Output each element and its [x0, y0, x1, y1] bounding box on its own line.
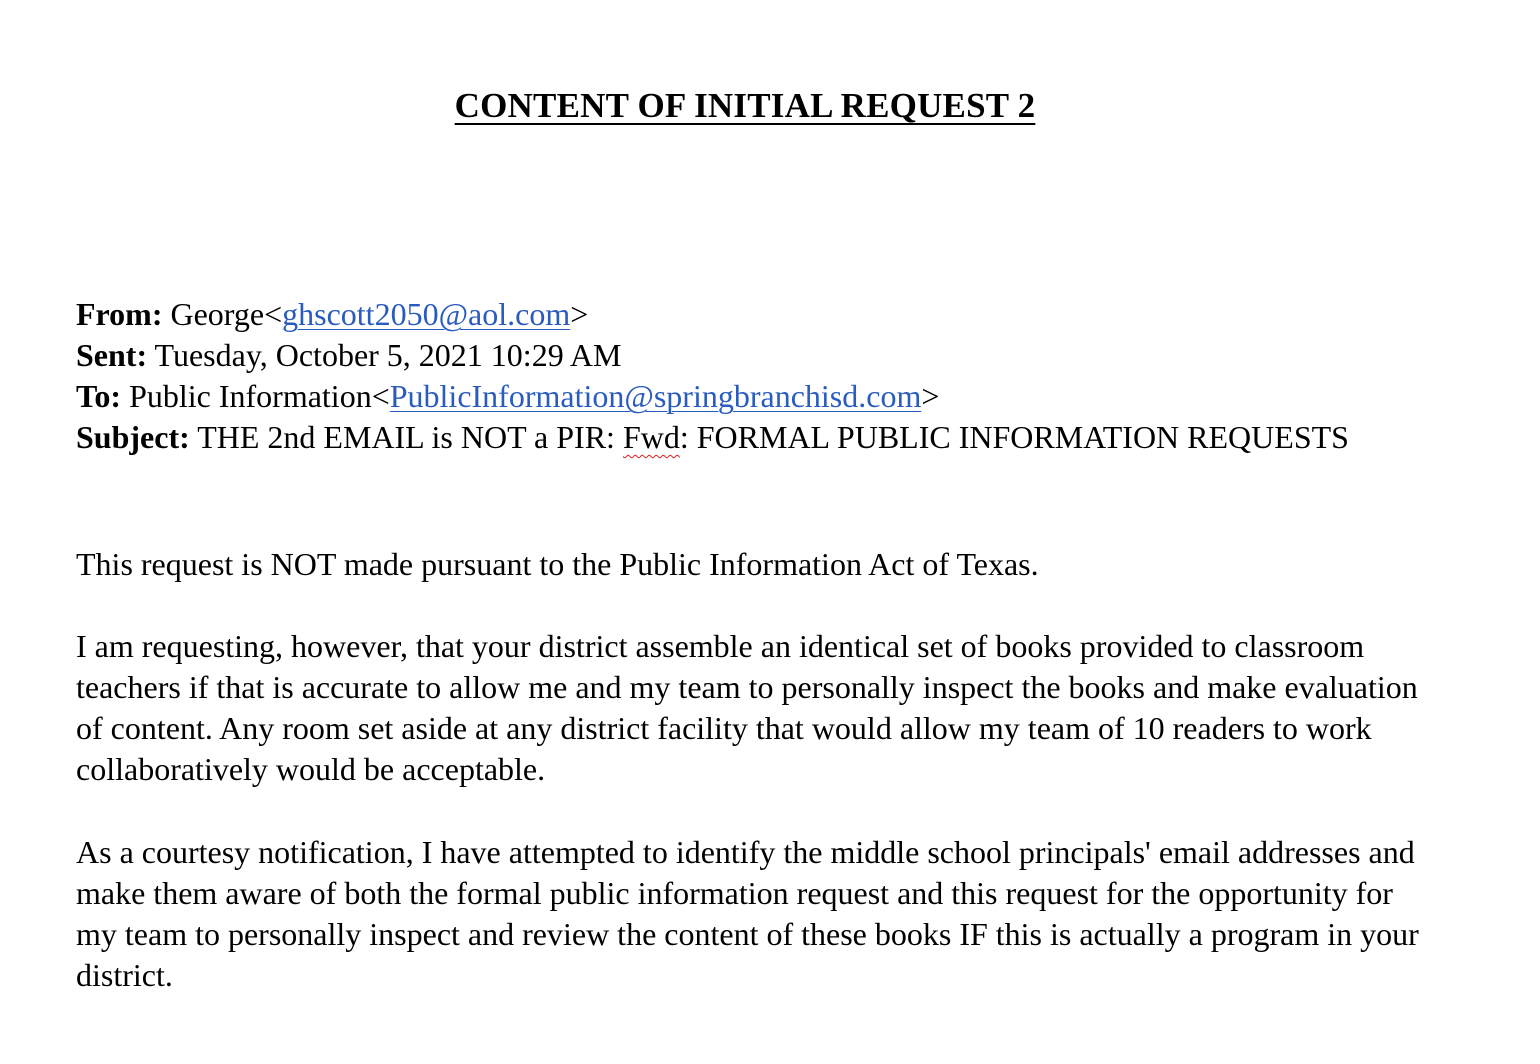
sent-value: Tuesday, October 5, 2021 10:29 AM [154, 337, 622, 373]
subject-label: Subject: [76, 419, 190, 455]
subject-rest: : FORMAL PUBLIC INFORMATION REQUESTS [679, 419, 1349, 455]
from-email-link[interactable]: ghscott2050@aol.com [282, 296, 571, 332]
email-headers [76, 294, 1476, 458]
from-name: George [170, 296, 265, 332]
sent-label: Sent: [76, 337, 148, 373]
from-label: From: [76, 296, 163, 332]
sent-line [76, 335, 1476, 376]
to-name: Public Information [129, 378, 372, 414]
subject-fwd-misspelled: Fwd [622, 419, 680, 455]
document-title: CONTENT OF INITIAL REQUEST 2 [454, 86, 1036, 125]
to-email-link[interactable]: PublicInformation@springbranchisd.com [389, 378, 922, 414]
subject-prefix: THE 2nd EMAIL is NOT a PIR: [197, 419, 615, 455]
subject-line [76, 417, 1366, 458]
body-paragraph-3: As a courtesy notification, I have attempted to identify the middle school principals' email addresses and make them aware of both the formal public information request and this request for the opportunity for my team to personally inspect and review the content of these books IF this is actually a program in your district. [76, 834, 1419, 993]
body-paragraph-2: I am requesting, however, that your district assemble an identical set of books provided to classroom teachers if that is accurate to allow me and my team to personally inspect the books and make evaluation of content. Any room set aside at any district facility that would allow my team of 10 readers to work collaboratively would be acceptable. [76, 628, 1418, 787]
to-line: To: Public Information<PublicInformation@springbranchisd.com> [76, 378, 940, 414]
body-paragraph-1: This request is NOT made pursuant to the Public Information Act of Texas. [76, 546, 1039, 582]
to-label: To: [76, 378, 122, 414]
from-line: From: George<ghscott2050@aol.com> [76, 296, 589, 332]
